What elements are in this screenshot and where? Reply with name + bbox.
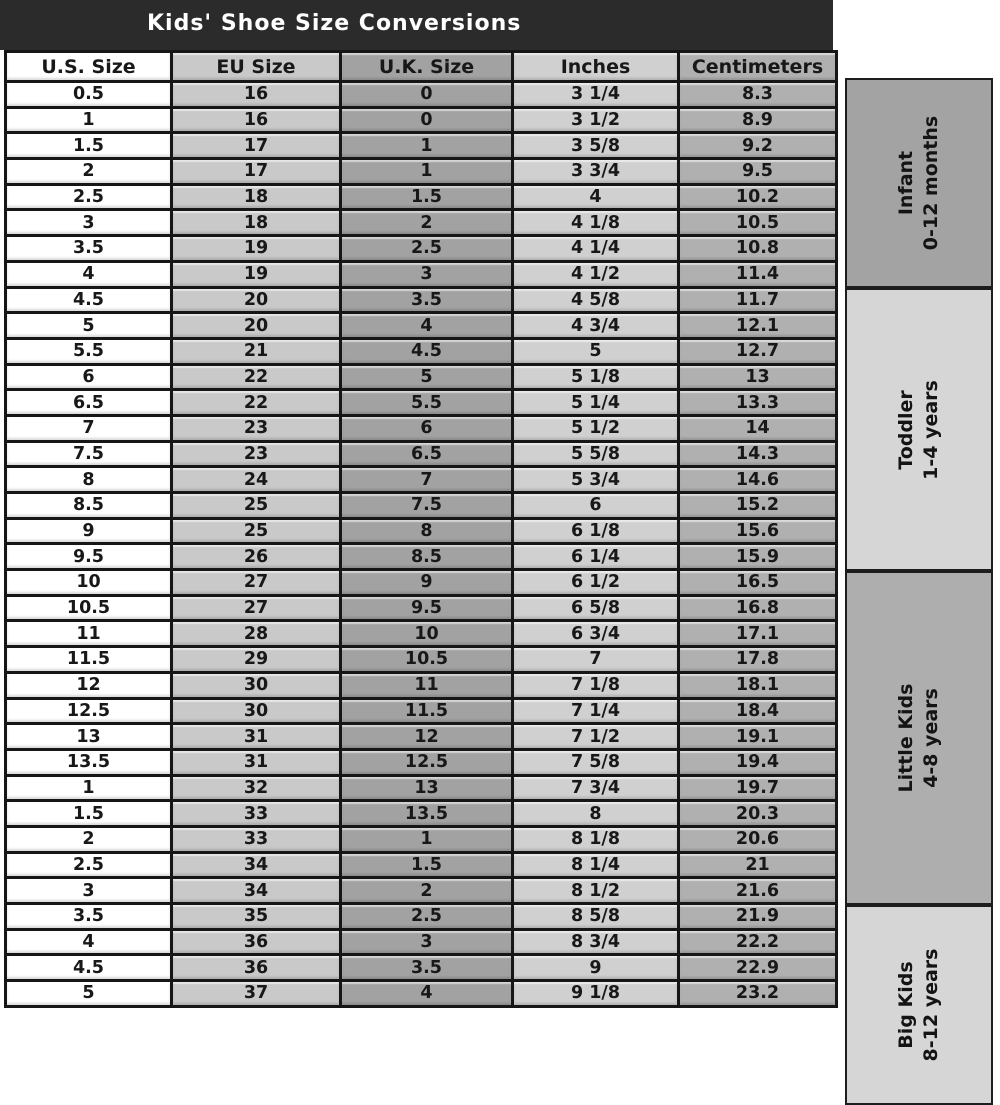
- table-cell: 14: [680, 417, 835, 440]
- table-cell: 7: [342, 468, 511, 491]
- table-cell: 3.5: [7, 905, 170, 928]
- age-group-label: [894, 949, 944, 1062]
- table-cell: 31: [173, 751, 339, 774]
- table-cell: 19.4: [680, 751, 835, 774]
- table-cell: 12.5: [7, 700, 170, 723]
- table-cell: 22.9: [680, 956, 835, 979]
- column-header: Centimeters: [680, 53, 835, 80]
- age-group-label: [894, 116, 944, 250]
- table-cell: 3 1/4: [514, 83, 677, 106]
- table-cell: 36: [173, 956, 339, 979]
- table-cell: 4 3/4: [514, 314, 677, 337]
- table-cell: 5 3/4: [514, 468, 677, 491]
- table-cell: 3: [7, 211, 170, 234]
- table-cell: 7 1/2: [514, 725, 677, 748]
- table-cell: 16.8: [680, 597, 835, 620]
- table-cell: 18.4: [680, 700, 835, 723]
- table-cell: 27: [173, 571, 339, 594]
- table-cell: 13: [7, 725, 170, 748]
- table-cell: 22.2: [680, 931, 835, 954]
- table-cell: 8 1/4: [514, 854, 677, 877]
- table-cell: 1: [342, 134, 511, 157]
- page-title: Kids' Shoe Size Conversions: [147, 11, 522, 36]
- table-cell: 13.5: [342, 802, 511, 825]
- table-cell: 9: [7, 520, 170, 543]
- table-cell: 21: [680, 854, 835, 877]
- table-cell: 5: [342, 366, 511, 389]
- table-cell: 25: [173, 494, 339, 517]
- conversion-table: [4, 50, 838, 1008]
- table-cell: 20: [173, 289, 339, 312]
- table-cell: 19: [173, 263, 339, 286]
- table-cell: 4: [7, 931, 170, 954]
- table-cell: 6 1/2: [514, 571, 677, 594]
- table-cell: 4 5/8: [514, 289, 677, 312]
- table-cell: 1: [342, 160, 511, 183]
- table-cell: 22: [173, 366, 339, 389]
- table-cell: 8: [342, 520, 511, 543]
- table-cell: 6.5: [342, 443, 511, 466]
- table-cell: 27: [173, 597, 339, 620]
- table-cell: 12: [7, 674, 170, 697]
- table-cell: 2.5: [7, 854, 170, 877]
- table-cell: 0.5: [7, 83, 170, 106]
- table-cell: 17.8: [680, 648, 835, 671]
- table-cell: 23: [173, 417, 339, 440]
- table-cell: 8 1/8: [514, 828, 677, 851]
- table-cell: 36: [173, 931, 339, 954]
- age-group-range: 0-12 months: [920, 115, 942, 251]
- table-cell: 10.5: [7, 597, 170, 620]
- table-cell: 4: [514, 186, 677, 209]
- table-cell: 7 3/4: [514, 777, 677, 800]
- table-cell: 10: [342, 622, 511, 645]
- table-cell: 14.3: [680, 443, 835, 466]
- table-cell: 20: [173, 314, 339, 337]
- table-cell: 5.5: [7, 340, 170, 363]
- table-cell: 10.8: [680, 237, 835, 260]
- table-cell: 15.2: [680, 494, 835, 517]
- column-header: U.K. Size: [342, 53, 511, 80]
- table-cell: 22: [173, 391, 339, 414]
- table-cell: 15.6: [680, 520, 835, 543]
- table-cell: 1.5: [342, 854, 511, 877]
- table-cell: 13.5: [7, 751, 170, 774]
- age-group-label: [894, 684, 944, 793]
- age-group-name: Toddler: [895, 389, 917, 470]
- table-cell: 9 1/8: [514, 982, 677, 1005]
- table-cell: 8.5: [7, 494, 170, 517]
- table-cell: 31: [173, 725, 339, 748]
- table-cell: 2: [342, 879, 511, 902]
- table-cell: 5: [7, 982, 170, 1005]
- table-cell: 0: [342, 109, 511, 132]
- table-cell: 4.5: [7, 289, 170, 312]
- table-cell: 25: [173, 520, 339, 543]
- table-cell: 3.5: [7, 237, 170, 260]
- table-cell: 7 5/8: [514, 751, 677, 774]
- table-cell: 1: [7, 109, 170, 132]
- table-cell: 1.5: [342, 186, 511, 209]
- table-cell: 11.5: [342, 700, 511, 723]
- table-cell: 11: [342, 674, 511, 697]
- table-cell: 7.5: [7, 443, 170, 466]
- table-cell: 19.1: [680, 725, 835, 748]
- table-cell: 4: [7, 263, 170, 286]
- table-cell: 9: [514, 956, 677, 979]
- table-cell: 4 1/4: [514, 237, 677, 260]
- age-group-big-kids: [845, 905, 993, 1105]
- table-cell: 2: [342, 211, 511, 234]
- table-cell: 6.5: [7, 391, 170, 414]
- age-group-range: 4-8 years: [920, 688, 942, 788]
- table-cell: 2.5: [342, 237, 511, 260]
- table-cell: 16: [173, 83, 339, 106]
- table-cell: 1: [342, 828, 511, 851]
- table-cell: 30: [173, 674, 339, 697]
- table-cell: 34: [173, 854, 339, 877]
- column-header: EU Size: [173, 53, 339, 80]
- table-cell: 8: [514, 802, 677, 825]
- table-cell: 35: [173, 905, 339, 928]
- table-cell: 18.1: [680, 674, 835, 697]
- table-cell: 5 1/8: [514, 366, 677, 389]
- table-cell: 8 3/4: [514, 931, 677, 954]
- table-cell: 3: [342, 263, 511, 286]
- table-cell: 2.5: [342, 905, 511, 928]
- table-cell: 3.5: [342, 289, 511, 312]
- table-cell: 5.5: [342, 391, 511, 414]
- table-cell: 19.7: [680, 777, 835, 800]
- age-group-name: Little Kids: [895, 683, 917, 793]
- table-cell: 11: [7, 622, 170, 645]
- table-cell: 7 1/4: [514, 700, 677, 723]
- table-cell: 34: [173, 879, 339, 902]
- table-cell: 7.5: [342, 494, 511, 517]
- table-cell: 6: [7, 366, 170, 389]
- table-cell: 24: [173, 468, 339, 491]
- column-header: U.S. Size: [7, 53, 170, 80]
- table-cell: 13: [680, 366, 835, 389]
- table-cell: 7: [7, 417, 170, 440]
- table-cell: 7 1/8: [514, 674, 677, 697]
- table-cell: 23.2: [680, 982, 835, 1005]
- table-cell: 4 1/2: [514, 263, 677, 286]
- table-cell: 6 1/4: [514, 545, 677, 568]
- table-cell: 20.6: [680, 828, 835, 851]
- table-cell: 12.1: [680, 314, 835, 337]
- table-cell: 28: [173, 622, 339, 645]
- table-cell: 3 5/8: [514, 134, 677, 157]
- table-cell: 12.7: [680, 340, 835, 363]
- age-group-toddler: [845, 288, 993, 571]
- table-cell: 37: [173, 982, 339, 1005]
- table-cell: 8 5/8: [514, 905, 677, 928]
- table-cell: 5 1/2: [514, 417, 677, 440]
- table-cell: 20.3: [680, 802, 835, 825]
- table-cell: 8.3: [680, 83, 835, 106]
- table-cell: 3: [7, 879, 170, 902]
- table-cell: 11.7: [680, 289, 835, 312]
- table-cell: 1.5: [7, 134, 170, 157]
- age-group-name: Big Kids: [895, 961, 917, 1049]
- table-cell: 1: [7, 777, 170, 800]
- table-cell: 18: [173, 186, 339, 209]
- table-cell: 6: [342, 417, 511, 440]
- table-cell: 16.5: [680, 571, 835, 594]
- table-cell: 7: [514, 648, 677, 671]
- table-cell: 14.6: [680, 468, 835, 491]
- age-group-range: 1-4 years: [920, 379, 942, 480]
- table-cell: 6: [514, 494, 677, 517]
- table-cell: 9.2: [680, 134, 835, 157]
- table-cell: 30: [173, 700, 339, 723]
- table-cell: 6 3/4: [514, 622, 677, 645]
- table-cell: 0: [342, 83, 511, 106]
- table-cell: 8 1/2: [514, 879, 677, 902]
- table-cell: 9.5: [342, 597, 511, 620]
- table-cell: 21.6: [680, 879, 835, 902]
- age-group-name: Infant: [895, 150, 917, 216]
- table-cell: 11.4: [680, 263, 835, 286]
- table-cell: 3 1/2: [514, 109, 677, 132]
- table-cell: 10: [7, 571, 170, 594]
- table-cell: 12: [342, 725, 511, 748]
- table-cell: 26: [173, 545, 339, 568]
- table-cell: 23: [173, 443, 339, 466]
- table-cell: 2: [7, 828, 170, 851]
- table-cell: 16: [173, 109, 339, 132]
- table-cell: 5: [7, 314, 170, 337]
- table-cell: 4: [342, 314, 511, 337]
- age-group-range: 8-12 years: [920, 948, 942, 1062]
- table-cell: 6 5/8: [514, 597, 677, 620]
- age-group-label: [894, 380, 944, 480]
- table-cell: 4.5: [342, 340, 511, 363]
- table-cell: 21.9: [680, 905, 835, 928]
- table-cell: 3 3/4: [514, 160, 677, 183]
- table-cell: 32: [173, 777, 339, 800]
- table-cell: 18: [173, 211, 339, 234]
- table-cell: 29: [173, 648, 339, 671]
- table-cell: 2: [7, 160, 170, 183]
- table-cell: 13: [342, 777, 511, 800]
- table-cell: 19: [173, 237, 339, 260]
- table-cell: 10.5: [342, 648, 511, 671]
- table-cell: 2.5: [7, 186, 170, 209]
- table-cell: 4.5: [7, 956, 170, 979]
- table-cell: 9: [342, 571, 511, 594]
- table-cell: 5: [514, 340, 677, 363]
- table-cell: 33: [173, 828, 339, 851]
- table-cell: 12.5: [342, 751, 511, 774]
- table-cell: 10.5: [680, 211, 835, 234]
- title-bar: [0, 0, 833, 50]
- table-cell: 3: [342, 931, 511, 954]
- table-cell: 3.5: [342, 956, 511, 979]
- table-cell: 4: [342, 982, 511, 1005]
- table-cell: 6 1/8: [514, 520, 677, 543]
- age-group-infant: [845, 78, 993, 288]
- table-cell: 21: [173, 340, 339, 363]
- table-cell: 17.1: [680, 622, 835, 645]
- table-cell: 1.5: [7, 802, 170, 825]
- table-cell: 8: [7, 468, 170, 491]
- table-cell: 5 5/8: [514, 443, 677, 466]
- table-cell: 11.5: [7, 648, 170, 671]
- table-cell: 13.3: [680, 391, 835, 414]
- table-cell: 4 1/8: [514, 211, 677, 234]
- table-cell: 33: [173, 802, 339, 825]
- table-cell: 9.5: [7, 545, 170, 568]
- table-cell: 9.5: [680, 160, 835, 183]
- table-cell: 10.2: [680, 186, 835, 209]
- table-cell: 17: [173, 160, 339, 183]
- column-header: Inches: [514, 53, 677, 80]
- table-cell: 17: [173, 134, 339, 157]
- table-cell: 15.9: [680, 545, 835, 568]
- table-cell: 5 1/4: [514, 391, 677, 414]
- age-group-little-kids: [845, 571, 993, 905]
- table-cell: 8.5: [342, 545, 511, 568]
- table-cell: 8.9: [680, 109, 835, 132]
